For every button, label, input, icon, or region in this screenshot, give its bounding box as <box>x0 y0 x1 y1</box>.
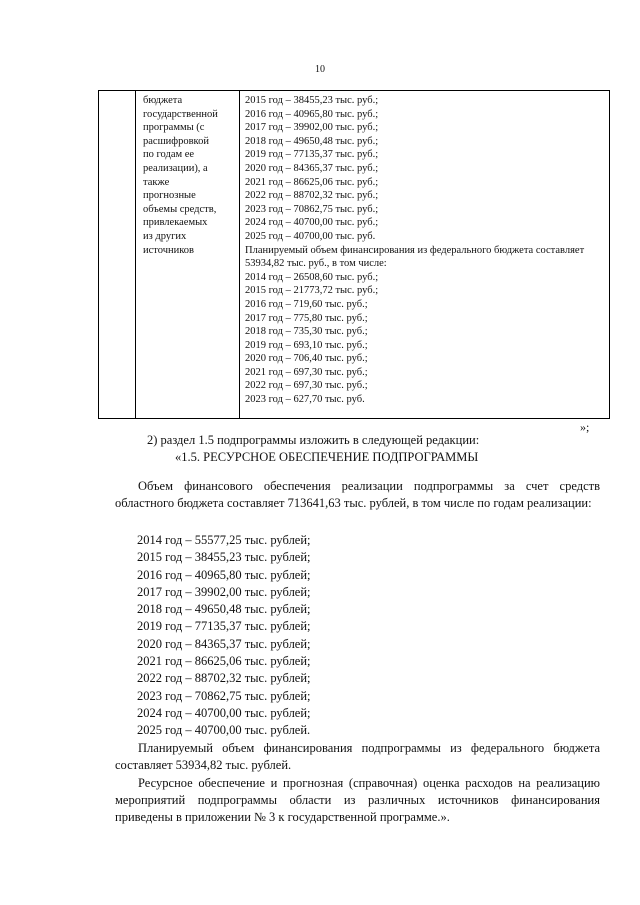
federal-year-line: 2015 год – 21773,72 тыс. руб.; <box>245 285 379 297</box>
federal-year-line: 2021 год – 697,30 тыс. руб.; <box>245 366 368 378</box>
section-intro: 2) раздел 1.5 подпрограммы изложить в следующей редакции: <box>147 433 480 447</box>
body-year-line: 2018 год – 49650,48 тыс. рублей; <box>137 602 311 617</box>
paragraph-regional-funding: Объем финансового обеспечения реализации подпрограммы за счет средств областного бюджета составляет 713641,63 тыс. рублей, в том числе по годам реализации: <box>115 479 600 510</box>
table-label-cell <box>143 94 237 257</box>
federal-year-line: 2022 год – 697,30 тыс. руб.; <box>245 380 368 392</box>
label-line: бюджета <box>143 95 183 106</box>
body-year-line: 2024 год – 40700,00 тыс. рублей; <box>137 705 311 720</box>
regional-year-line: 2016 год – 40965,80 тыс. руб.; <box>245 108 379 120</box>
body-year-line: 2022 год – 88702,32 тыс. рублей; <box>137 671 311 686</box>
label-line: прогнозные <box>143 190 196 202</box>
regional-year-line: 2019 год – 77135,37 тыс. руб.; <box>245 149 379 161</box>
federal-intro: Планируемый объем финансирования из федерального бюджета составляет 53934,82 тыс. руб., в том числе: <box>245 244 585 270</box>
paragraph-resource-provision: Ресурсное обеспечение и прогнозная (справочная) оценка расходов на реализацию мероприятий подпрограммы области из различных источников финансирования приведены в приложении № 3 к государственной программе.». <box>115 776 600 824</box>
label-line: по годам ее <box>143 149 195 161</box>
table-column-divider <box>135 91 136 418</box>
page-number: 10 <box>315 64 325 75</box>
body-year-list <box>137 532 311 740</box>
federal-year-line: 2020 год – 706,40 тыс. руб.; <box>245 353 368 365</box>
regional-year-line: 2022 год – 88702,32 тыс. руб.; <box>245 190 379 202</box>
body-year-line: 2025 год – 40700,00 тыс. рублей. <box>137 723 311 738</box>
regional-year-line: 2020 год – 84365,37 тыс. руб.; <box>245 162 379 174</box>
regional-year-line: 2023 год – 70862,75 тыс. руб.; <box>245 203 379 215</box>
label-line: также <box>143 176 170 188</box>
label-line: из других <box>143 230 187 242</box>
label-line: привлекаемых <box>143 217 208 229</box>
label-line: государственной <box>143 108 218 120</box>
federal-year-line: 2018 год – 735,30 тыс. руб.; <box>245 326 368 338</box>
table-column-divider <box>239 91 240 418</box>
body-year-line: 2014 год – 55577,25 тыс. рублей; <box>137 533 311 547</box>
regional-year-line: 2025 год – 40700,00 тыс. руб. <box>245 230 376 242</box>
federal-year-line: 2014 год – 26508,60 тыс. руб.; <box>245 271 379 283</box>
federal-year-line: 2023 год – 627,70 тыс. руб. <box>245 394 365 406</box>
body-year-line: 2017 год – 39902,00 тыс. рублей; <box>137 584 311 599</box>
body-year-line: 2016 год – 40965,80 тыс. рублей; <box>137 567 311 582</box>
funding-table <box>98 90 610 419</box>
body-year-line: 2020 год – 84365,37 тыс. рублей; <box>137 636 311 651</box>
label-line: расшифровкой <box>143 135 209 147</box>
section-title: «1.5. РЕСУРСНОЕ ОБЕСПЕЧЕНИЕ ПОДПРОГРАММЫ <box>175 450 479 464</box>
regional-year-line: 2024 год – 40700,00 тыс. руб.; <box>245 217 379 229</box>
label-line: источников <box>143 244 195 256</box>
regional-year-line: 2018 год – 49650,48 тыс. руб.; <box>245 135 379 147</box>
label-line: реализации), а <box>143 162 208 174</box>
regional-year-line: 2017 год – 39902,00 тыс. руб.; <box>245 122 379 134</box>
label-line: объемы средств, <box>143 203 217 215</box>
body-year-line: 2019 год – 77135,37 тыс. рублей; <box>137 619 311 634</box>
label-line: программы (с <box>143 122 205 134</box>
regional-year-line: 2021 год – 86625,06 тыс. руб.; <box>245 176 379 188</box>
closing-quote-mark: »; <box>580 420 590 434</box>
paragraph-federal-funding: Планируемый объем финансирования подпрограммы из федерального бюджета составляет 53934,82 тыс. рублей. <box>115 741 600 772</box>
federal-year-line: 2017 год – 775,80 тыс. руб.; <box>245 312 368 324</box>
body-year-line: 2023 год – 70862,75 тыс. рублей; <box>137 688 311 703</box>
federal-year-line: 2016 год – 719,60 тыс. руб.; <box>245 298 368 310</box>
regional-year-line: 2015 год – 38455,23 тыс. руб.; <box>245 95 379 106</box>
body-year-line: 2021 год – 86625,06 тыс. рублей; <box>137 654 311 669</box>
table-value-cell <box>245 94 607 407</box>
body-year-line: 2015 год – 38455,23 тыс. рублей; <box>137 550 311 565</box>
federal-year-line: 2019 год – 693,10 тыс. руб.; <box>245 339 368 351</box>
